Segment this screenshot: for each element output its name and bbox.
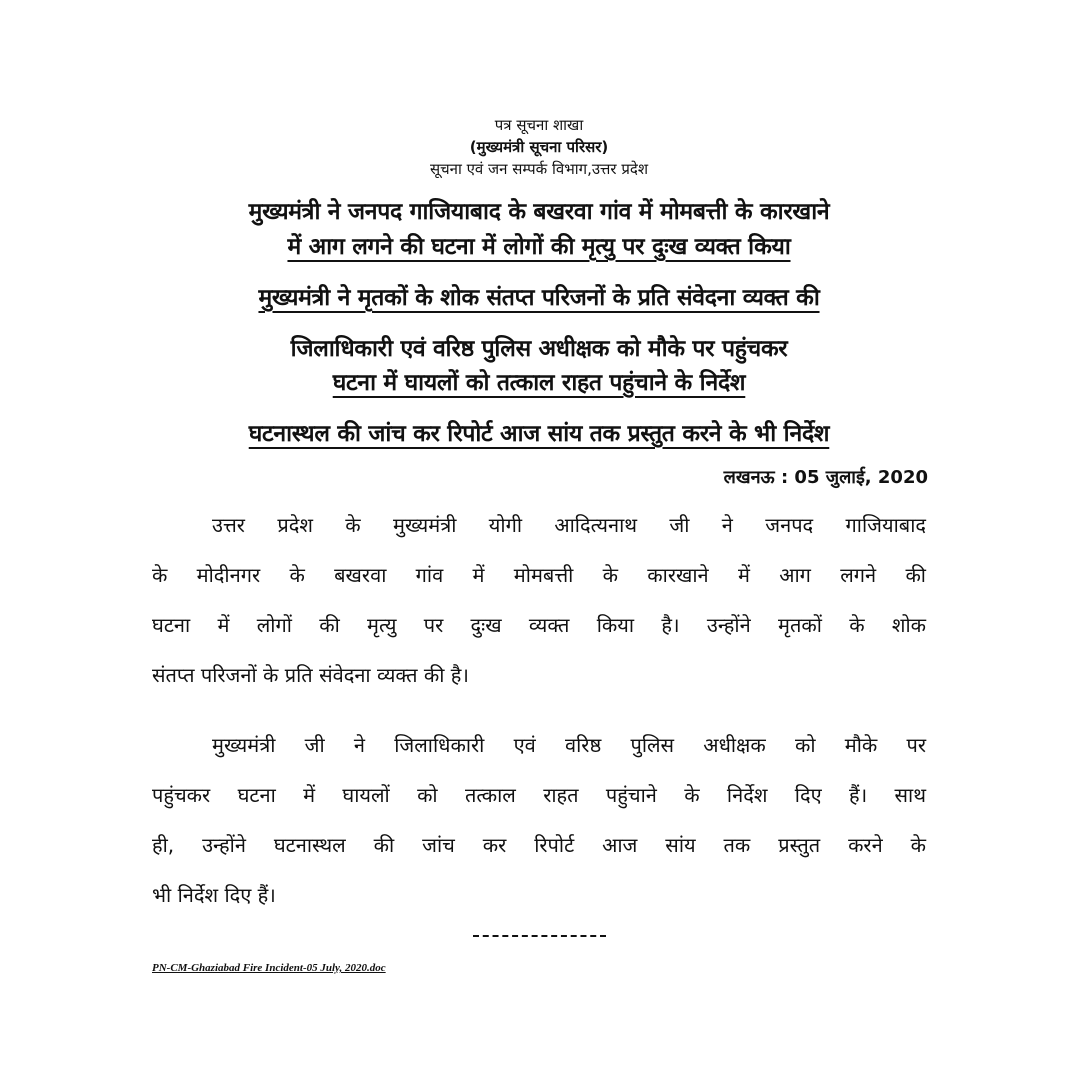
headline-1-line-2 bbox=[0, 236, 1078, 259]
paragraph-line: भी निर्देश दिए हैं। bbox=[152, 883, 276, 907]
paragraph-line: मुख्यमंत्री जी ने जिलाधिकारी एवं वरिष्ठ पुलिस अधीक्षक को मौके पर bbox=[212, 733, 926, 757]
body-paragraph-1 bbox=[152, 500, 926, 700]
paragraph-line: पहुंचकर घटना में घायलों को तत्काल राहत पहुंचाने के निर्देश दिए हैं। साथ bbox=[152, 783, 926, 807]
paragraph-line: घटना में लोगों की मृत्यु पर दुःख व्यक्त किया है। उन्होंने मृतकों के शोक bbox=[152, 613, 926, 637]
issuer-branch: पत्र सूचना शाखा bbox=[494, 116, 584, 134]
paragraph-line: ही, उन्होंने घटनास्थल की जांच कर रिपोर्ट आज सांय तक प्रस्तुत करने के bbox=[152, 833, 926, 857]
headline-3-line-2 bbox=[0, 372, 1078, 395]
body-paragraph-2 bbox=[152, 720, 926, 920]
document-filename: PN-CM-Ghaziabad Fire Incident-05 July, 2020.doc bbox=[152, 962, 386, 974]
paragraph-line: संतप्त परिजनों के प्रति संवेदना व्यक्त की है। bbox=[152, 663, 469, 687]
headline-3-line-1 bbox=[0, 338, 1078, 361]
headline-3-line-1-text: जिलाधिकारी एवं वरिष्ठ पुलिस अधीक्षक को मौके पर पहुंचकर bbox=[290, 336, 788, 362]
headline-4 bbox=[0, 423, 1078, 446]
issuer-office: (मुख्यमंत्री सूचना परिसर) bbox=[469, 138, 609, 156]
headline-1-line-2-text: में आग लगने की घटना में लोगों की मृत्यु पर दुःख व्यक्त किया bbox=[287, 234, 791, 260]
headline-4-text: घटनास्थल की जांच कर रिपोर्ट आज सांय तक प्रस्तुत करने के भी निर्देश bbox=[248, 421, 830, 447]
headline-1-line-1-text: मुख्यमंत्री ने जनपद गाजियाबाद के बखरवा गांव में मोमबत्ती के कारखाने bbox=[248, 199, 830, 225]
headline-1-line-1 bbox=[0, 201, 1078, 224]
issuer-department: सूचना एवं जन सम्पर्क विभाग,उत्तर प्रदेश bbox=[429, 160, 649, 178]
end-of-release-rule bbox=[473, 935, 606, 937]
headline-2 bbox=[0, 287, 1078, 310]
headline-3-line-2-text: घटना में घायलों को तत्काल राहत पहुंचाने के निर्देश bbox=[332, 370, 746, 396]
paragraph-line: के मोदीनगर के बखरवा गांव में मोमबत्ती के कारखाने में आग लगने की bbox=[152, 563, 926, 587]
paragraph-line: उत्तर प्रदेश के मुख्यमंत्री योगी आदित्यनाथ जी ने जनपद गाजियाबाद bbox=[212, 513, 926, 537]
headline-2-text: मुख्यमंत्री ने मृतकों के शोक संतप्त परिजनों के प्रति संवेदना व्यक्त की bbox=[258, 285, 820, 311]
dateline: लखनऊ : 05 जुलाई, 2020 bbox=[723, 467, 928, 488]
